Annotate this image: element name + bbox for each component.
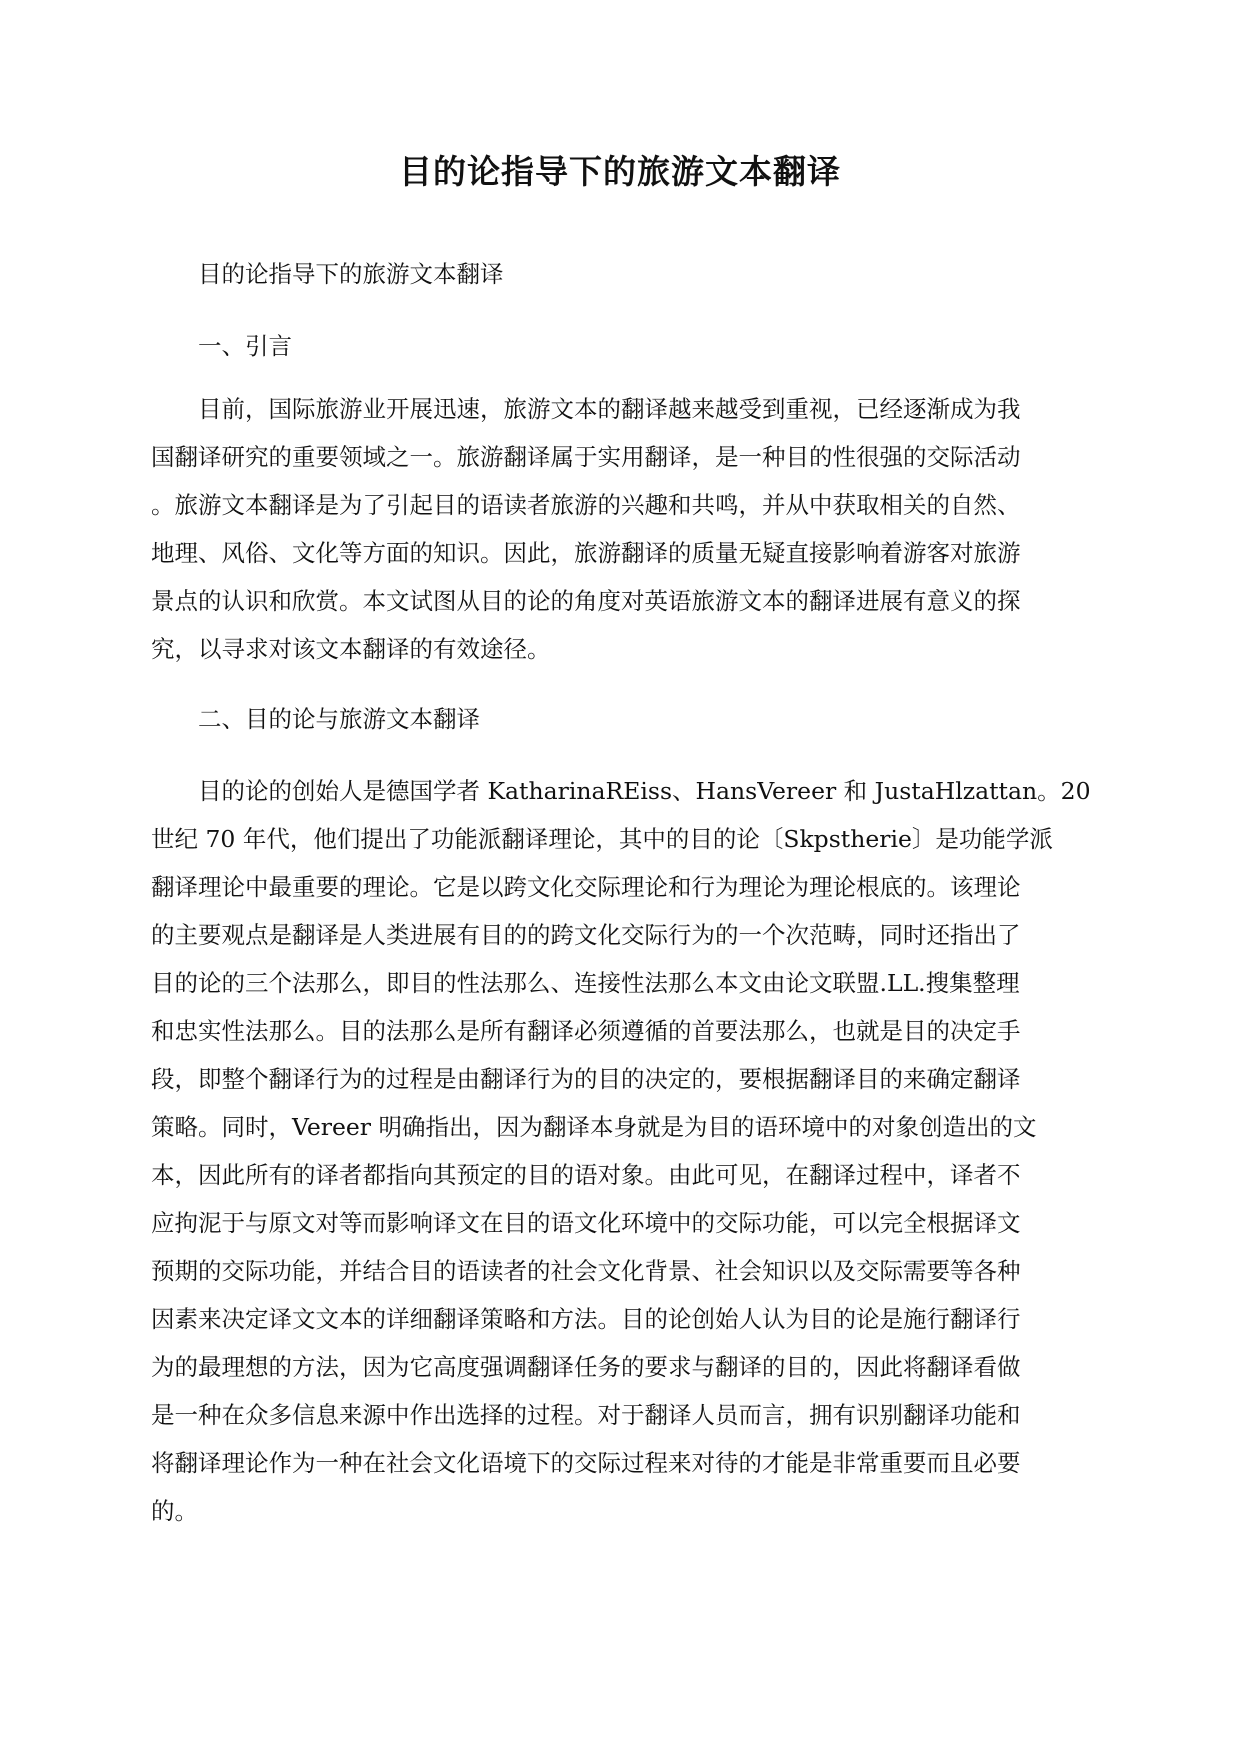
paragraph-line: 的。 bbox=[151, 1497, 198, 1525]
paragraph-line: 翻译理论中最重要的理论。它是以跨文化交际理论和行为理论为理论根底的。该理论 bbox=[151, 873, 1021, 901]
subtitle-text: 目的论指导下的旅游文本翻译 bbox=[198, 260, 504, 288]
paragraph-line: 世纪 70 年代，他们提出了功能派翻译理论，其中的目的论〔Skpstherie〕是功能学派 bbox=[151, 825, 1053, 853]
section-heading-skopos-theory bbox=[151, 695, 1093, 743]
paragraph-line: 为的最理想的方法，因为它高度强调翻译任务的要求与翻译的目的，因此将翻译看做 bbox=[151, 1353, 1021, 1381]
paragraph-line: 段，即整个翻译行为的过程是由翻译行为的目的决定的，要根据翻译目的来确定翻译 bbox=[151, 1065, 1021, 1093]
section-heading-text: 二、目的论与旅游文本翻译 bbox=[198, 705, 480, 733]
paragraph-line: 是一种在众多信息来源中作出选择的过程。对于翻译人员而言，拥有识别翻译功能和 bbox=[151, 1401, 1021, 1429]
paragraph-line: 因素来决定译文文本的详细翻译策略和方法。目的论创始人认为目的论是施行翻译行 bbox=[151, 1305, 1021, 1333]
paragraph-line: 应拘泥于与原文对等而影响译文在目的语文化环境中的交际功能，可以完全根据译文 bbox=[151, 1209, 1021, 1237]
section-heading-introduction bbox=[151, 322, 1093, 370]
paragraph-line: 究，以寻求对该文本翻译的有效途径。 bbox=[151, 635, 551, 663]
paragraph-line: 景点的认识和欣赏。本文试图从目的论的角度对英语旅游文本的翻译进展有意义的探 bbox=[151, 587, 1021, 615]
document-title: 目的论指导下的旅游文本翻译 bbox=[399, 152, 841, 191]
paragraph-line: 本，因此所有的译者都指向其预定的目的语对象。由此可见，在翻译过程中，译者不 bbox=[151, 1161, 1021, 1189]
section-heading-text: 一、引言 bbox=[198, 332, 292, 360]
paragraph-line: 目的论的创始人是德国学者 KatharinaREiss、HansVereer 和 JustaHlzattan。20 bbox=[198, 777, 1091, 805]
paragraph-line: 国翻译研究的重要领域之一。旅游翻译属于实用翻译，是一种目的性很强的交际活动 bbox=[151, 443, 1021, 471]
paragraph-line: 。旅游文本翻译是为了引起目的语读者旅游的兴趣和共鸣，并从中获取相关的自然、 bbox=[151, 491, 1021, 519]
paragraph-introduction bbox=[151, 385, 1093, 673]
paragraph-line: 预期的交际功能，并结合目的语读者的社会文化背景、社会知识以及交际需要等各种 bbox=[151, 1257, 1021, 1285]
paragraph-line: 地理、风俗、文化等方面的知识。因此，旅游翻译的质量无疑直接影响着游客对旅游 bbox=[151, 539, 1021, 567]
paragraph-line: 将翻译理论作为一种在社会文化语境下的交际过程来对待的才能是非常重要而且必要 bbox=[151, 1449, 1021, 1477]
paragraph-line: 的主要观点是翻译是人类进展有目的的跨文化交际行为的一个次范畴，同时还指出了 bbox=[151, 921, 1021, 949]
paragraph-line: 目前，国际旅游业开展迅速，旅游文本的翻译越来越受到重视，已经逐渐成为我 bbox=[198, 395, 1021, 423]
paragraph-line: 和忠实性法那么。目的法那么是所有翻译必须遵循的首要法那么，也就是目的决定手 bbox=[151, 1017, 1021, 1045]
paragraph-line: 目的论的三个法那么，即目的性法那么、连接性法那么本文由论文联盟.LL.搜集整理 bbox=[151, 969, 1020, 997]
paragraph-line: 策略。同时，Vereer 明确指出，因为翻译本身就是为目的语环境中的对象创造出的文 bbox=[151, 1113, 1037, 1141]
document-subtitle bbox=[151, 250, 1093, 298]
paragraph-skopos-theory bbox=[151, 767, 1093, 1535]
